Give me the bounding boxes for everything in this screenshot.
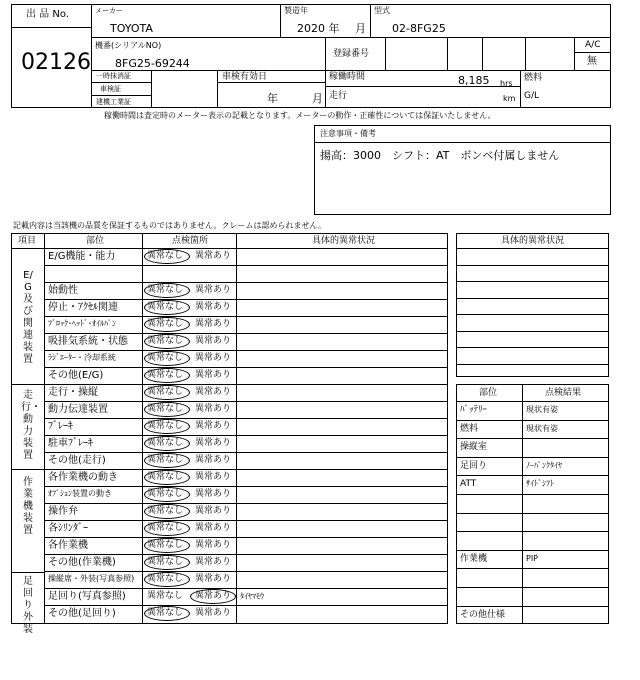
row-detail: ﾀｲﾔﾏﾓｳ <box>240 592 264 601</box>
right-header: 具体的異常状況 <box>501 236 565 246</box>
divider <box>525 37 526 70</box>
row-divider <box>456 281 609 282</box>
row-divider <box>44 316 448 317</box>
selected-mark <box>144 453 190 468</box>
row-part: 操作弁 <box>48 506 78 517</box>
normal-option: 異常なし <box>147 336 184 346</box>
row-divider <box>44 350 448 351</box>
row-divider <box>456 265 609 266</box>
divider <box>91 4 92 108</box>
divider <box>370 4 371 37</box>
row-divider <box>44 265 448 266</box>
row-divider <box>44 588 448 589</box>
temp-cert-label: 一時抹消証 <box>96 72 131 80</box>
category-drive: 走行・動力装置 <box>21 390 41 461</box>
row-part: 吸排気系統・状態 <box>48 336 128 347</box>
hours-unit: hrs <box>500 79 513 88</box>
row-divider <box>44 299 448 300</box>
selected-mark <box>144 317 190 332</box>
km-unit: km <box>503 94 516 103</box>
row-divider <box>456 606 609 607</box>
divider <box>385 37 386 70</box>
selected-mark <box>144 538 190 553</box>
row-divider <box>44 401 448 402</box>
year-label: 製造年 <box>284 6 308 15</box>
divider <box>574 52 611 53</box>
right-header-part: 部位 <box>479 388 498 398</box>
row-divider <box>44 605 448 606</box>
row-part: 動力伝達装置 <box>48 404 108 415</box>
heavy-cert-label: 建機工業証 <box>96 98 131 106</box>
abnormal-option: 異常あり <box>195 455 232 465</box>
divider <box>456 401 609 402</box>
row-divider <box>44 554 448 555</box>
row-divider <box>456 587 609 588</box>
maker-label: メーカー <box>95 7 123 15</box>
serial-value: 8FG25-69244 <box>115 57 190 70</box>
divider <box>11 248 448 249</box>
hours-value: 8,185 <box>458 74 490 87</box>
category-feet: 足回り外装 <box>23 576 33 635</box>
row-part: E/G機能・能力 <box>48 251 116 262</box>
mileage-label: 走行 <box>329 91 348 101</box>
divider <box>91 37 611 38</box>
row-divider <box>456 568 609 569</box>
right-detail-table <box>456 233 609 377</box>
divider <box>91 82 151 83</box>
fuel-label: 燃料 <box>524 73 543 83</box>
row-divider <box>456 298 609 299</box>
notes-label: 注意事項・備考 <box>320 129 376 138</box>
normal-option: 異常なし <box>147 302 184 312</box>
row-part: 走行・操縦 <box>48 387 98 398</box>
selected-mark <box>144 334 190 349</box>
divider <box>11 384 45 385</box>
abnormal-option: 異常あり <box>195 523 232 533</box>
row-divider <box>456 513 609 514</box>
category-engine: E/G及び関連装置 <box>23 270 33 365</box>
row-divider <box>44 435 448 436</box>
normal-option: 異常なし <box>147 353 184 363</box>
result-value: 現状有姿 <box>526 405 558 414</box>
selected-mark <box>144 572 190 587</box>
divider <box>217 70 218 108</box>
abnormal-option: 異常あり <box>195 438 232 448</box>
row-divider <box>456 531 609 532</box>
divider <box>325 86 520 87</box>
row-divider <box>456 475 609 476</box>
result-value: PIP <box>526 553 539 563</box>
row-divider <box>456 364 609 365</box>
row-part: その他(作業機) <box>48 557 116 568</box>
divider <box>447 37 448 70</box>
row-part: 停止・ｱｸｾﾙ関連 <box>48 302 118 313</box>
abnormal-option: 異常あり <box>195 472 232 482</box>
row-part: 各ｼﾘﾝﾀﾞｰ <box>48 523 88 534</box>
abnormal-option: 異常あり <box>195 302 232 312</box>
row-part: 各作業機の動き <box>48 472 118 483</box>
abnormal-option: 異常あり <box>195 489 232 499</box>
lot-number: 02126 <box>21 50 91 75</box>
result-part: ﾊﾞｯﾃﾘｰ <box>460 405 488 415</box>
row-part: 始動性 <box>48 285 78 296</box>
divider <box>236 233 237 624</box>
abnormal-option: 異常あり <box>195 557 232 567</box>
divider <box>44 233 45 624</box>
abnormal-option: 異常あり <box>195 574 232 584</box>
divider <box>325 70 326 108</box>
inspection-month-unit: 月 <box>312 92 323 105</box>
selected-mark <box>144 470 190 485</box>
abnormal-option: 異常あり <box>195 370 232 380</box>
hours-label: 稼働時間 <box>329 72 366 82</box>
ac-label: A/C <box>585 40 601 50</box>
row-part: 各作業機 <box>48 540 88 551</box>
row-divider <box>44 452 448 453</box>
row-divider <box>456 438 609 439</box>
selected-mark <box>144 385 190 400</box>
maker-value: TOYOTA <box>110 22 153 35</box>
row-divider <box>44 384 448 385</box>
divider <box>325 37 326 70</box>
result-part: 燃料 <box>460 423 479 434</box>
header-item: 項目 <box>18 236 37 246</box>
selected-mark <box>144 555 190 570</box>
row-part: ﾌﾞﾚｰｷ <box>48 421 73 432</box>
normal-option: 異常なし <box>147 540 184 550</box>
selected-mark <box>144 283 190 298</box>
result-part: 作業機 <box>460 553 488 564</box>
row-divider <box>44 367 448 368</box>
header-part: 部位 <box>86 236 105 246</box>
result-value: ｻｲﾄﾞｼﾌﾄ <box>526 479 554 489</box>
vehicle-cert-label: 車検証 <box>100 85 121 93</box>
result-value: ﾉｰﾊﾟﾝｸﾀｲﾔ <box>526 460 562 470</box>
abnormal-option: 異常あり <box>195 336 232 346</box>
divider <box>314 142 611 143</box>
row-part: 駐車ﾌﾞﾚｰｷ <box>48 438 93 449</box>
result-part: 足回り <box>460 460 488 471</box>
row-divider <box>44 282 448 283</box>
divider <box>574 37 575 70</box>
right-header-result: 点検結果 <box>545 388 582 398</box>
normal-option: 異常なし <box>147 591 184 601</box>
abnormal-option: 異常あり <box>195 285 232 295</box>
result-part: ATT <box>460 479 477 490</box>
notes-text: 揚高：3000 シフト：AT ボンベ付属しません <box>320 149 560 162</box>
divider <box>280 4 281 37</box>
row-part: 操縦席・外装(写真参照) <box>48 574 135 583</box>
row-divider <box>44 486 448 487</box>
year-value: 2020 年 <box>297 22 340 35</box>
normal-option: 異常なし <box>147 319 184 329</box>
abnormal-option: 異常あり <box>195 608 232 618</box>
abnormal-option: 異常あり <box>195 506 232 516</box>
category-work: 作業機装置 <box>23 477 33 536</box>
row-part: ｵﾌﾟｼｮﾝ装置の動き <box>48 489 112 498</box>
abnormal-option: 異常あり <box>195 319 232 329</box>
selected-mark <box>144 402 190 417</box>
normal-option: 異常なし <box>147 506 184 516</box>
selected-mark <box>144 504 190 519</box>
row-divider <box>456 314 609 315</box>
reg-label: 登録番号 <box>333 49 370 59</box>
lot-label: 出 品 No. <box>26 9 69 20</box>
normal-option: 異常なし <box>147 285 184 295</box>
row-divider <box>456 494 609 495</box>
abnormal-option: 異常あり <box>195 251 232 261</box>
row-part: ﾗｼﾞｴｰﾀｰ・冷却系統 <box>48 353 116 362</box>
divider <box>151 70 152 108</box>
normal-option: 異常なし <box>147 455 184 465</box>
row-divider <box>456 550 609 551</box>
abnormal-option: 異常あり <box>195 591 232 601</box>
divider <box>456 248 609 249</box>
normal-option: 異常なし <box>147 523 184 533</box>
normal-option: 異常なし <box>147 251 184 261</box>
result-part: その他仕様 <box>460 609 506 620</box>
row-part: その他(足回り) <box>48 608 116 619</box>
row-part: ﾌﾞﾛｯｸ･ﾍｯﾄﾞ･ｵｲﾙﾊﾟﾝ <box>48 319 116 328</box>
normal-option: 異常なし <box>147 387 184 397</box>
divider <box>91 70 611 71</box>
row-divider <box>44 571 448 572</box>
selected-mark <box>144 351 190 366</box>
normal-option: 異常なし <box>147 438 184 448</box>
hours-notice: 稼働時間は査定時のメーター表示の記載となります。メーターの動作・正確性については保証いたしません。 <box>104 111 496 120</box>
inspection-label: 車検有効日 <box>222 72 268 82</box>
selected-mark <box>144 419 190 434</box>
abnormal-option: 異常あり <box>195 404 232 414</box>
normal-option: 異常なし <box>147 608 184 618</box>
disclaimer: 記載内容は当該機の品質を保証するものではありません。クレームは認められません。 <box>13 221 326 230</box>
ac-value: 無 <box>587 56 597 67</box>
divider <box>11 469 45 470</box>
selected-mark <box>144 249 190 264</box>
abnormal-option: 異常あり <box>195 387 232 397</box>
abnormal-option: 異常あり <box>195 540 232 550</box>
divider <box>142 233 143 624</box>
row-divider <box>456 457 609 458</box>
selected-mark <box>144 606 190 621</box>
fuel-value: G/L <box>524 91 540 101</box>
normal-option: 異常なし <box>147 404 184 414</box>
selected-mark <box>144 368 190 383</box>
normal-option: 異常なし <box>147 421 184 431</box>
abnormal-option: 異常あり <box>195 421 232 431</box>
model-value: 02-8FG25 <box>392 22 446 35</box>
abnormal-option: 異常あり <box>195 353 232 363</box>
row-divider <box>456 347 609 348</box>
row-divider <box>44 333 448 334</box>
row-divider <box>44 520 448 521</box>
selected-mark <box>190 589 236 604</box>
result-value: 現状有姿 <box>526 423 558 433</box>
normal-option: 異常なし <box>147 574 184 584</box>
selected-mark <box>144 521 190 536</box>
notes-box <box>314 125 611 215</box>
inspection-year-unit: 年 <box>267 92 278 105</box>
month-unit: 月 <box>355 22 366 35</box>
row-divider <box>44 503 448 504</box>
normal-option: 異常なし <box>147 472 184 482</box>
selected-mark <box>144 436 190 451</box>
result-part: 操縦室 <box>460 442 488 453</box>
row-divider <box>456 331 609 332</box>
divider <box>11 27 91 28</box>
selected-mark <box>144 487 190 502</box>
serial-label: 機番(シリアルNO) <box>95 41 162 50</box>
row-part: 足回り(写真参照) <box>48 591 126 602</box>
divider <box>520 70 521 108</box>
divider <box>11 572 45 573</box>
row-divider <box>44 469 448 470</box>
row-part: その他(E/G) <box>48 370 104 381</box>
row-divider <box>44 537 448 538</box>
header-check: 点検箇所 <box>172 236 209 246</box>
row-part: その他(走行) <box>48 455 106 466</box>
header-detail: 具体的異常状況 <box>312 236 376 246</box>
divider <box>217 82 325 83</box>
normal-option: 異常なし <box>147 489 184 499</box>
selected-mark <box>144 300 190 315</box>
row-divider <box>456 420 609 421</box>
divider <box>91 95 151 96</box>
normal-option: 異常なし <box>147 557 184 567</box>
normal-option: 異常なし <box>147 370 184 380</box>
divider <box>482 37 483 70</box>
model-label: 型式 <box>374 6 390 15</box>
row-divider <box>44 418 448 419</box>
